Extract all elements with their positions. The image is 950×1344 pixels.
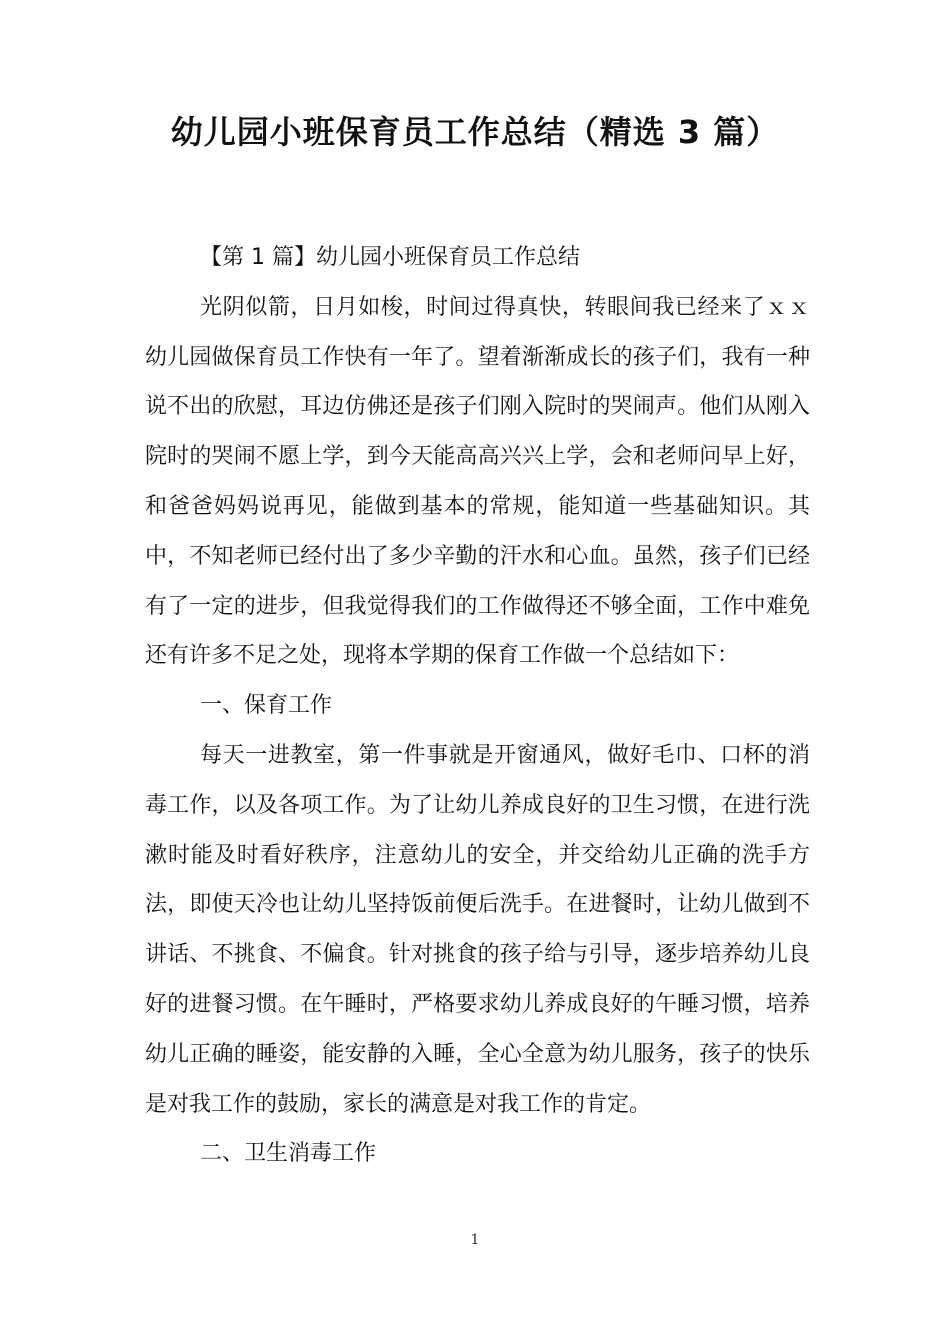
- page-number: 1: [470, 1232, 480, 1248]
- body-paragraph-care-work: 每天一进教室，第一件事就是开窗通风，做好毛巾、口杯的消毒工作，以及各项工作。为了让幼儿养成良好的卫生习惯，在进行洗漱时能及时看好秩序，注意幼儿的安全，并交给幼儿正确的洗手方法，即使天冷也让幼儿坚持饭前便后洗手。在进餐时，让幼儿做到不讲话、不挑食、不偏食。针对挑食的孩子给与引导，逐步培养幼儿良好的进餐习惯。在午睡时，严格要求幼儿养成良好的午睡习惯，培养幼儿正确的睡姿，能安静的入睡，全心全意为幼儿服务，孩子的快乐是对我工作的鼓励，家长的满意是对我工作的肯定。: [145, 742, 810, 1117]
- document-body: [145, 233, 810, 1179]
- section-heading-part-1: 【第 1 篇】幼儿园小班保育员工作总结: [200, 245, 580, 270]
- document-title: 幼儿园小班保育员工作总结（精选 3 篇）: [170, 113, 780, 151]
- body-paragraph-intro: 光阴似箭，日月如梭，时间过得真快，转眼间我已经来了ｘｘ幼儿园做保育员工作快有一年了。望着渐渐成长的孩子们，我有一种说不出的欣慰，耳边仿佛还是孩子们刚入院时的哭闹声。他们从刚入院时的哭闹不愿上学，到今天能高高兴兴上学，会和老师问早上好，和爸爸妈妈说再见，能做到基本的常规，能知道一些基础知识。其中，不知老师已经付出了多少辛勤的汗水和心血。虽然，孩子们已经有了一定的进步，但我觉得我们的工作做得还不够全面，工作中难免还有许多不足之处，现将本学期的保育工作做一个总结如下：: [145, 294, 810, 669]
- section-heading-care-work: 一、保育工作: [200, 693, 333, 719]
- section-heading-hygiene-work: 二、卫生消毒工作: [200, 1141, 377, 1167]
